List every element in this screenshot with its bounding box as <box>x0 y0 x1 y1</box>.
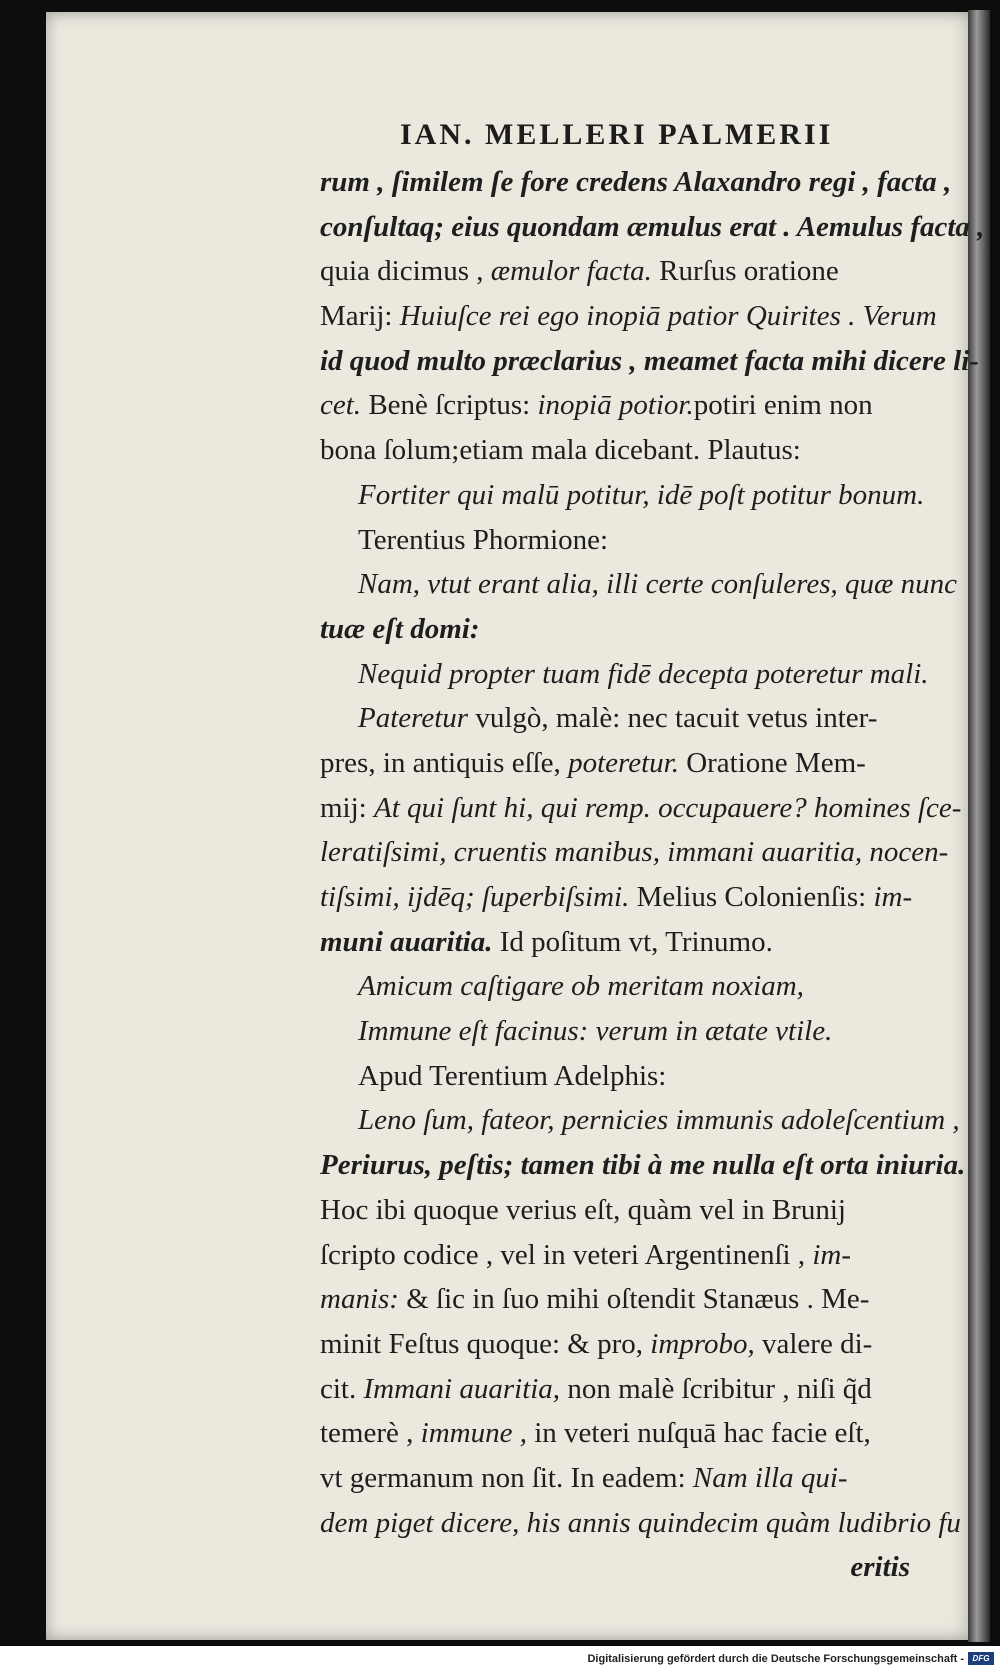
text-line <box>320 473 925 518</box>
text-segment: im- <box>812 1238 851 1271</box>
text-segment: vt germanum non ſit. In eadem: <box>320 1461 693 1494</box>
text-segment: cet. <box>320 389 369 422</box>
text-line <box>320 383 910 428</box>
text-segment: æmulor facta. <box>490 255 652 288</box>
text-segment: non malè ſcribitur , niſi q̃d <box>560 1372 872 1405</box>
text-segment: Leno ſum, fateor, pernicies immunis adoleſcentium , <box>358 1104 960 1137</box>
text-segment: Periurus, peſtis; tamen tibi à me nulla eſt orta iniuria. <box>320 1149 966 1182</box>
text-segment: potiri enim non <box>693 389 873 422</box>
text-segment: Marij: <box>320 300 400 333</box>
text-segment: Benè ſcriptus: <box>368 389 538 422</box>
text-segment: mij: <box>320 791 374 824</box>
text-line <box>320 696 910 741</box>
text-line <box>320 920 910 965</box>
text-segment: valere di- <box>754 1327 873 1360</box>
text-segment: Pateretur <box>358 702 469 735</box>
text-segment: Immune eſt facinus: verum in ætate vtile. <box>358 1015 833 1048</box>
text-line <box>320 1143 966 1188</box>
text-line <box>320 249 910 294</box>
text-segment: Rurſus oratione <box>651 255 839 288</box>
footer-credit: Digitalisierung gefördert durch die Deutsche Forschungsgemeinschaft - <box>587 1653 964 1665</box>
text-segment: immune , <box>420 1417 527 1450</box>
text-segment: Huiuſce rei ego inopiā patior Quirites . Verum <box>399 300 937 333</box>
text-line <box>320 160 952 205</box>
text-line <box>320 1545 910 1590</box>
text-line <box>320 607 910 652</box>
text-line <box>320 1456 910 1501</box>
text-line <box>320 518 910 563</box>
text-line <box>320 428 910 473</box>
text-segment: Melius Colonienſis: <box>629 881 874 913</box>
text-segment: & ſic in ſuo mihi oſtendit Stanæus . Me- <box>406 1283 870 1316</box>
footer-bar <box>0 1646 1000 1672</box>
text-segment: id quod multo præclarius , meamet facta mihi dicere li- <box>320 344 979 377</box>
text-segment: pres, in antiquis eſſe, <box>320 746 569 779</box>
book-binding-edge <box>968 10 990 1642</box>
text-line <box>320 1411 910 1456</box>
body-text <box>320 160 985 1590</box>
text-segment: tiſsimi, ijdēq; ſuperbiſsimi. <box>320 881 630 913</box>
text-line <box>320 339 979 384</box>
text-segment: ſcripto codice , vel in veteri Argentinenſi , <box>320 1238 813 1271</box>
text-segment: Nam illa qui- <box>692 1461 848 1494</box>
text-segment: vulgò, malè: nec tacuit vetus inter- <box>468 702 878 735</box>
text-segment: Apud Terentium Adelphis: <box>358 1059 667 1092</box>
text-line <box>320 294 937 339</box>
text-segment: leratiſsimi, cruentis manibus, immani auaritia, nocen- <box>320 836 949 869</box>
text-segment: muni auaritia. <box>320 925 493 958</box>
dfg-logo-icon: DFG <box>968 1652 994 1665</box>
text-segment: in veteri nuſquā hac facie eſt, <box>526 1417 871 1450</box>
text-segment: inopiā potior. <box>537 389 694 422</box>
text-segment: conſultaq; eius quondam æmulus erat . Aemulus facta , <box>320 210 985 243</box>
text-line <box>320 875 913 920</box>
text-line <box>320 1009 910 1054</box>
text-line <box>320 205 985 250</box>
text-segment: Terentius Phormione: <box>358 523 609 556</box>
text-segment: minit Feſtus quoque: & pro, <box>320 1327 651 1360</box>
text-line <box>320 562 957 607</box>
text-segment: temerè , <box>320 1417 421 1450</box>
text-segment: cit. <box>320 1372 364 1405</box>
text-line <box>320 741 910 786</box>
text-line <box>320 1277 910 1322</box>
text-segment: tuæ eſt domi: <box>320 612 480 645</box>
text-segment: Nequid propter tuam fidē decepta poteretur mali. <box>358 657 929 690</box>
text-segment: bona ſolum;etiam mala dicebant. Plautus: <box>320 434 801 467</box>
text-segment: Oratione Mem- <box>678 746 866 779</box>
text-segment: At qui ſunt hi, qui remp. occupauere? homines ſce- <box>373 791 962 824</box>
text-segment: Hoc ibi quoque verius eſt, quàm vel in Brunij <box>320 1193 846 1226</box>
text-segment: manis: <box>320 1283 407 1316</box>
text-line <box>320 1322 910 1367</box>
text-segment: dem piget dicere, his annis quindecim quàm ludibrio fu <box>320 1506 961 1539</box>
text-segment: eritis <box>850 1551 910 1584</box>
text-line <box>320 1188 910 1233</box>
text-segment: rum , ſimilem ſe fore credens Alaxandro regi , facta , <box>320 166 952 198</box>
text-segment: im- <box>873 881 913 913</box>
text-line <box>320 1233 910 1278</box>
text-line <box>320 1098 960 1143</box>
text-line <box>320 786 962 831</box>
text-line <box>320 652 929 697</box>
text-line <box>320 1367 910 1412</box>
text-line <box>320 830 949 875</box>
text-segment: poteretur. <box>568 746 679 779</box>
text-segment: improbo, <box>650 1327 755 1360</box>
text-line <box>320 1054 910 1099</box>
text-line <box>320 1501 961 1546</box>
text-segment: Id poſitum vt, Trinumo. <box>492 925 773 958</box>
text-segment: Amicum caſtigare ob meritam noxiam, <box>358 970 804 1003</box>
text-segment: Fortiter qui malū potitur, idē poſt potitur bonum. <box>358 478 925 511</box>
text-line <box>320 964 910 1009</box>
text-segment: quia dicimus , <box>320 255 491 288</box>
text-segment: Nam, vtut erant alia, illi certe conſuleres, quæ nunc <box>358 568 957 601</box>
text-segment: Immani auaritia, <box>363 1372 561 1405</box>
running-head: IAN. MELLERI PALMERII <box>400 118 834 151</box>
